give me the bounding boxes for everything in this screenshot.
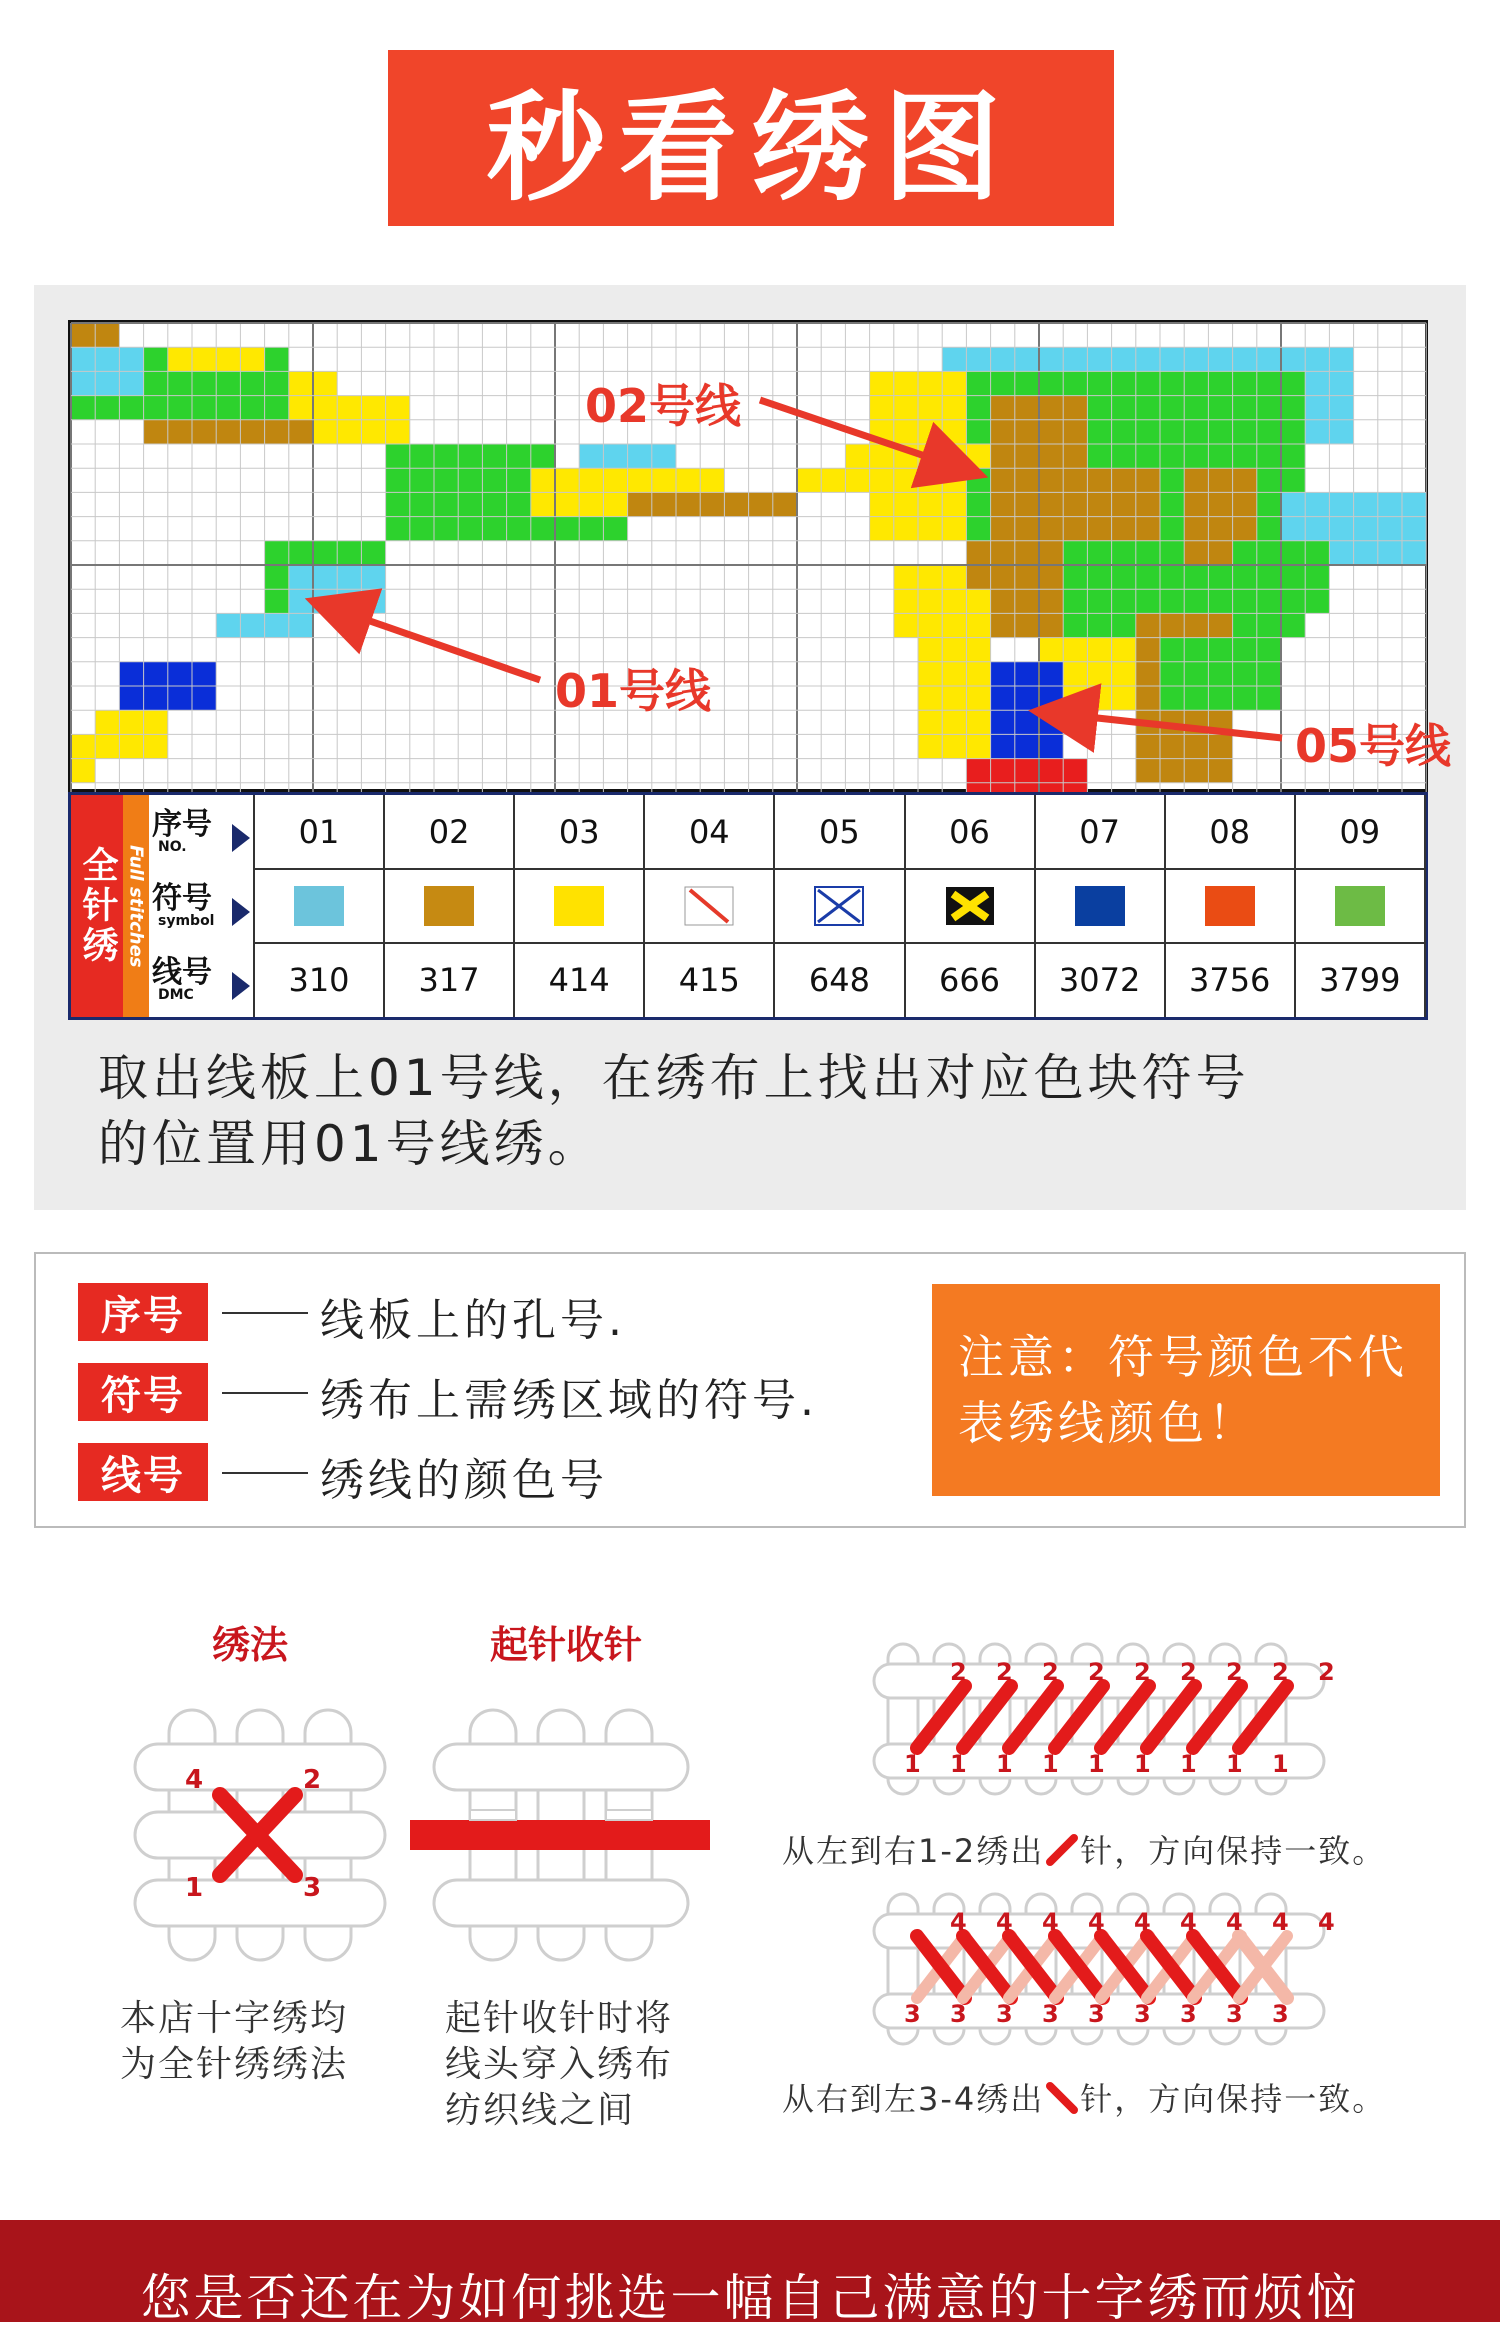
page-title: 秒看绣图 <box>486 79 1015 217</box>
svg-text:3: 3 <box>996 2000 1013 2028</box>
legend-dmc: 3756 <box>1188 961 1271 999</box>
color-square-icon <box>294 886 344 926</box>
start-caption: 起针收针时将 线头穿入绣布 纺织线之间 <box>445 1998 674 2131</box>
legend-number: 02 <box>428 813 470 851</box>
arrow-02 <box>760 400 975 473</box>
legend-symbol <box>1295 869 1425 943</box>
legend-number: 05 <box>819 813 860 851</box>
start-title: 起针收针 <box>490 1623 643 1667</box>
cross-symbol-icon <box>814 886 864 926</box>
ltr-caption: 从左到右1-2绣出 针，方向保持一致。 <box>782 1832 1387 1870</box>
svg-text:3: 3 <box>1088 2000 1105 2028</box>
cross-yellow-symbol-icon <box>945 886 995 926</box>
svg-text:3: 3 <box>1226 2000 1243 2028</box>
legend-symbol <box>1165 869 1295 943</box>
slash-symbol-icon <box>684 886 734 926</box>
svg-text:1: 1 <box>1088 1750 1105 1778</box>
left-to-right-row-icon <box>870 1640 1335 1800</box>
svg-text:4: 4 <box>185 1765 204 1795</box>
callout-05: 05号线 <box>1295 719 1452 773</box>
row-header-dmc: 线号 DMC <box>152 958 252 1032</box>
svg-text:1: 1 <box>1042 1750 1059 1778</box>
legend-dmc: 415 <box>678 961 740 999</box>
svg-text:2: 2 <box>1226 1658 1243 1686</box>
svg-text:2: 2 <box>1134 1658 1151 1686</box>
svg-text:4: 4 <box>1272 1908 1289 1936</box>
legend-symbol <box>774 869 904 943</box>
svg-text:2: 2 <box>1042 1658 1059 1686</box>
svg-text:3: 3 <box>303 1873 322 1903</box>
svg-text:1: 1 <box>1180 1750 1197 1778</box>
backslash-icon <box>1044 2082 1080 2114</box>
dash <box>222 1312 308 1314</box>
legend-dmc: 317 <box>418 961 480 999</box>
tag-dmc: 线号 <box>78 1443 208 1501</box>
arrow-05 <box>1042 712 1282 738</box>
legend-symbol <box>254 869 384 943</box>
dash <box>222 1392 308 1394</box>
legend-side-label: 全针绣 <box>71 795 123 1017</box>
svg-text:3: 3 <box>1180 2000 1197 2028</box>
svg-text:2: 2 <box>950 1658 967 1686</box>
svg-text:4: 4 <box>1088 1908 1105 1936</box>
legend-number: 09 <box>1339 813 1381 851</box>
note-box <box>932 1284 1440 1496</box>
rtl-caption: 从右到左3-4绣出 针，方向保持一致。 <box>782 2080 1387 2118</box>
right-to-left-row-icon <box>870 1890 1335 2050</box>
legend-dmc: 648 <box>808 961 870 999</box>
chart-caption: 取出线板上01号线，在绣布上找出对应色块符号 的位置用01号线绣。 <box>98 1049 1250 1173</box>
svg-text:4: 4 <box>1042 1908 1059 1936</box>
info-text-dmc: 绣线的颜色号 <box>320 1455 608 1506</box>
svg-text:4: 4 <box>1134 1908 1151 1936</box>
svg-text:3: 3 <box>1134 2000 1151 2028</box>
dash <box>222 1472 308 1474</box>
svg-text:4: 4 <box>1180 1908 1197 1936</box>
method-fabric-icon <box>125 1700 395 1970</box>
info-text-symbol: 绣布上需绣区域的符号. <box>320 1375 818 1426</box>
legend-number: 08 <box>1209 813 1251 851</box>
start-end-fabric-icon <box>410 1700 710 1970</box>
legend-number: 07 <box>1079 813 1120 851</box>
callout-01: 01号线 <box>555 664 712 718</box>
color-square-icon <box>424 886 474 926</box>
svg-text:4: 4 <box>950 1908 967 1936</box>
callout-02: 02号线 <box>585 379 742 433</box>
legend-number: 06 <box>949 813 990 851</box>
svg-text:2: 2 <box>1180 1658 1197 1686</box>
color-square-icon <box>554 886 604 926</box>
svg-text:4: 4 <box>1226 1908 1243 1936</box>
note-text: 注意：符号颜色不代表绣线颜色！ <box>958 1330 1408 1450</box>
legend-side-label-en: Full stitches <box>123 795 149 1017</box>
svg-text:3: 3 <box>1272 2000 1289 2028</box>
color-square-icon <box>1205 886 1255 926</box>
legend-dmc: 414 <box>548 961 610 999</box>
svg-text:2: 2 <box>1088 1658 1105 1686</box>
row-header-no: 序号 NO. <box>152 810 252 884</box>
row-header-symbol: 符号 symbol <box>152 884 252 958</box>
legend-dmc: 3799 <box>1319 961 1401 999</box>
legend-number: 03 <box>558 813 600 851</box>
slash-icon <box>1044 1834 1080 1866</box>
svg-text:1: 1 <box>904 1750 921 1778</box>
legend-dmc: 3072 <box>1058 961 1141 999</box>
legend-dmc: 666 <box>938 961 1001 999</box>
svg-text:2: 2 <box>996 1658 1013 1686</box>
footer-text: 您是否还在为如何挑选一幅自己满意的十字绣而烦恼 <box>140 2269 1360 2327</box>
legend-symbol <box>1035 869 1165 943</box>
tag-no: 序号 <box>78 1283 208 1341</box>
legend-dmc: 310 <box>288 961 350 999</box>
method-title: 绣法 <box>212 1623 289 1667</box>
svg-text:1: 1 <box>996 1750 1013 1778</box>
svg-text:1: 1 <box>1272 1750 1289 1778</box>
color-square-icon <box>1335 886 1385 926</box>
svg-text:4: 4 <box>1318 1908 1335 1936</box>
svg-text:1: 1 <box>950 1750 967 1778</box>
svg-text:3: 3 <box>950 2000 967 2028</box>
svg-text:1: 1 <box>185 1873 204 1903</box>
legend-symbol <box>384 869 514 943</box>
color-square-icon <box>1075 886 1125 926</box>
legend-symbol <box>514 869 644 943</box>
svg-text:2: 2 <box>1318 1658 1335 1686</box>
svg-text:1: 1 <box>1226 1750 1243 1778</box>
svg-text:2: 2 <box>303 1765 322 1795</box>
svg-text:3: 3 <box>1042 2000 1059 2028</box>
info-text-no: 线板上的孔号. <box>320 1295 626 1346</box>
legend-symbol <box>644 869 774 943</box>
arrow-01 <box>318 603 540 680</box>
method-caption: 本店十字绣均 为全针绣绣法 <box>120 1998 349 2085</box>
svg-text:2: 2 <box>1272 1658 1289 1686</box>
svg-text:1: 1 <box>1134 1750 1151 1778</box>
legend-number: 01 <box>298 813 340 851</box>
legend-cells <box>254 795 1425 1017</box>
svg-text:4: 4 <box>996 1908 1013 1936</box>
svg-text:3: 3 <box>904 2000 921 2028</box>
legend-symbol <box>905 869 1035 943</box>
tag-symbol: 符号 <box>78 1363 208 1421</box>
legend-number: 04 <box>688 813 730 851</box>
